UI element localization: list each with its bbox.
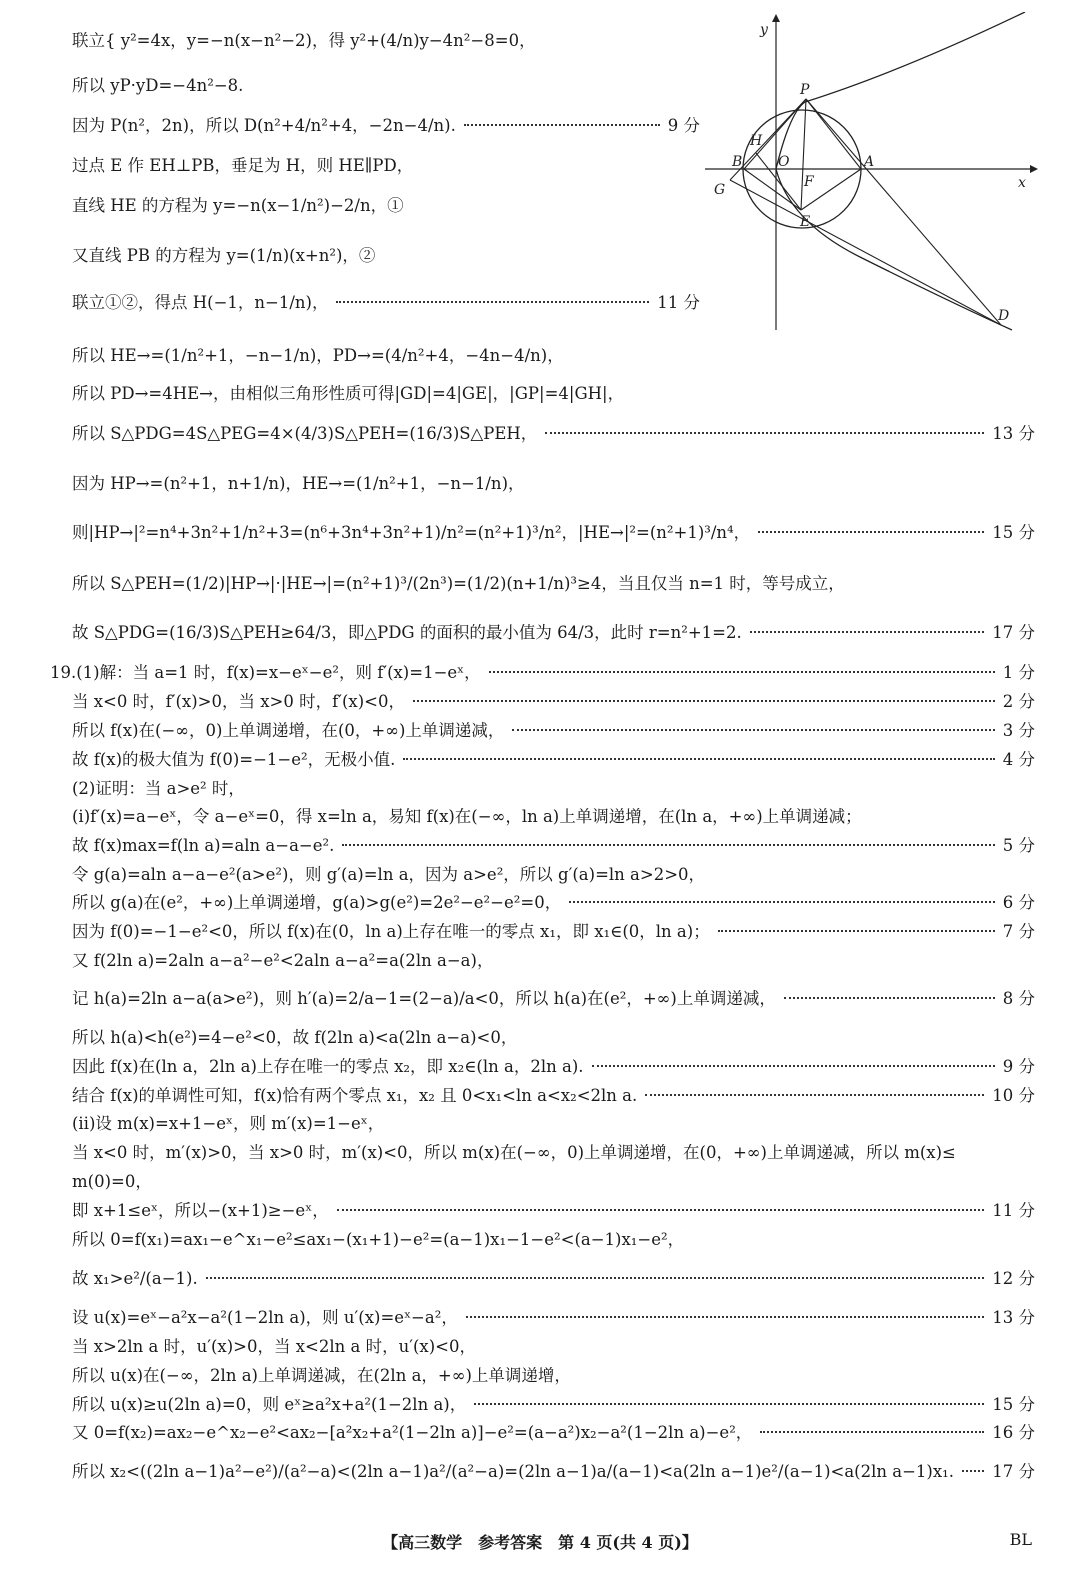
answer-text: 过点 E 作 EH⊥PB，垂足为 H，则 HE∥PD， — [72, 156, 414, 175]
score-label: 13 分 — [992, 1308, 1035, 1327]
answer-text: 又直线 PB 的方程为 y=(1/n)(x+n²)，② — [72, 246, 376, 265]
answer-line — [72, 245, 700, 267]
score-label: 9 分 — [667, 116, 700, 135]
answer-line — [72, 778, 1035, 800]
score-label: 5 分 — [1002, 836, 1035, 855]
answer-text: 当 x<0 时，m′(x)>0，当 x>0 时，m′(x)<0，所以 m(x)在(−∞，0)上单调递增，在(0，+∞)上单调递减，所以 m(x)≤ — [72, 1143, 956, 1162]
parabola — [776, 12, 1025, 330]
answer-text: 设 u(x)=eˣ−a²x−a²(1−2ln a)，则 u′(x)=eˣ−a²， — [72, 1308, 458, 1327]
leader-dots — [592, 1065, 995, 1067]
line-BE — [744, 169, 801, 210]
answer-text: 所以 0=f(x₁)=ax₁−e^x₁−e²≤ax₁−(x₁+1)−e²=(a−1)x₁−1−e²<(a−1)x₁−e²， — [72, 1230, 685, 1249]
score-label: 11 分 — [992, 1201, 1035, 1220]
leader-dots — [403, 758, 994, 760]
score-label: 15 分 — [992, 1395, 1035, 1414]
score-label: 3 分 — [1002, 721, 1035, 740]
leader-dots — [962, 1470, 984, 1472]
answer-text: (2)证明：当 a>e² 时， — [72, 779, 245, 798]
answer-text: 结合 f(x)的单调性可知，f(x)恰有两个零点 x₁，x₂ 且 0<x₁<ln a<x₂<2ln a. — [72, 1086, 638, 1105]
answer-text: 因为 P(n²，2n)，所以 D(n²+4/n²+4，−2n−4/n). — [72, 116, 456, 135]
leader-dots — [512, 729, 994, 731]
answer-line — [72, 1307, 1035, 1329]
line-PD — [806, 99, 1001, 325]
leader-dots — [489, 671, 995, 673]
leader-dots — [466, 1316, 984, 1318]
answer-line — [72, 691, 1035, 713]
leader-dots — [760, 1431, 984, 1433]
answer-line — [72, 1422, 1035, 1444]
score-label: 13 分 — [992, 424, 1035, 443]
leader-dots — [718, 930, 995, 932]
label-O: O — [778, 154, 790, 170]
answer-text: 所以 HE→=(1/n²+1，−n−1/n)，PD→=(4/n²+4，−4n−4/n)， — [72, 346, 564, 365]
answer-line — [72, 473, 1035, 495]
answer-text: 所以 PD→=4HE→，由相似三角形性质可得|GD|=4|GE|，|GP|=4|GH|， — [72, 384, 625, 403]
answer-text: 所以 S△PDG=4S△PEG=4×(4/3)S△PEH=(16/3)S△PEH， — [72, 424, 538, 443]
answer-text: 所以 g(a)在(e²，+∞)上单调递增，g(a)>g(e²)=2e²−e²−e²=0， — [72, 893, 562, 912]
answer-line — [72, 1171, 1035, 1193]
leader-dots — [336, 301, 649, 303]
answer-text: 所以 f(x)在(−∞，0)上单调递增，在(0，+∞)上单调递减， — [72, 721, 505, 740]
answer-line — [72, 749, 1035, 771]
label-P: P — [800, 82, 810, 98]
leader-dots — [464, 124, 660, 126]
leader-dots — [758, 531, 984, 533]
answer-text: 令 g(a)=aln a−a−e²(a>e²)，则 g′(a)=ln a，因为 a>e²，所以 g′(a)=ln a>2>0， — [72, 865, 706, 884]
label-D: D — [998, 308, 1010, 324]
answer-text: (ⅱ)设 m(x)=x+1−eˣ，则 m′(x)=1−eˣ， — [72, 1114, 385, 1133]
answer-text: 直线 HE 的方程为 y=−n(x−1/n²)−2/n，① — [72, 196, 404, 215]
answer-line — [72, 988, 1035, 1010]
answer-line — [72, 1336, 1035, 1358]
answer-line — [72, 1268, 1035, 1290]
answer-text: 因为 f(0)=−1−e²<0，所以 f(x)在(0，ln a)上存在唯一的零点 x₁，即 x₁∈(0，ln a)； — [72, 922, 710, 941]
score-label: 16 分 — [992, 1423, 1035, 1442]
answer-text: 所以 h(a)<h(e²)=4−e²<0，故 f(2ln a)<a(2ln a−a)<0， — [72, 1028, 518, 1047]
label-y: y — [760, 22, 768, 38]
answer-text: 因为 HP→=(n²+1，n+1/n)，HE→=(1/n²+1，−n−1/n)， — [72, 474, 525, 493]
answer-line — [72, 1142, 1035, 1164]
score-label: 6 分 — [1002, 893, 1035, 912]
answer-line — [72, 835, 1035, 857]
answer-line — [72, 806, 1035, 828]
score-label: 15 分 — [992, 523, 1035, 542]
answer-text: 因此 f(x)在(ln a，2ln a)上存在唯一的零点 x₂，即 x₂∈(ln a，2ln a). — [72, 1057, 584, 1076]
answer-line — [72, 622, 1035, 644]
score-label: 4 分 — [1002, 750, 1035, 769]
leader-dots — [342, 844, 994, 846]
answer-line — [72, 720, 1035, 742]
answer-text: 当 x>2ln a 时，u′(x)>0，当 x<2ln a 时，u′(x)<0， — [72, 1337, 476, 1356]
answer-text: 联立①②，得点 H(−1，n−1/n)， — [72, 293, 329, 312]
score-label: 2 分 — [1002, 692, 1035, 711]
line-PA — [806, 99, 861, 169]
answer-text: (ⅰ)f′(x)=a−eˣ，令 a−eˣ=0，得 x=ln a，易知 f(x)在(−∞，ln a)上单调递增，在(ln a，+∞)上单调递减； — [72, 807, 862, 826]
answer-line — [72, 1229, 1035, 1251]
leader-dots — [569, 901, 995, 903]
answer-text: 当 x<0 时，f′(x)>0，当 x>0 时，f′(x)<0， — [72, 692, 405, 711]
answer-text: 所以 u(x)在(−∞，2ln a)上单调递减，在(2ln a，+∞)上单调递增， — [72, 1366, 571, 1385]
answer-line — [72, 345, 1035, 367]
geometry-figure — [700, 12, 1040, 332]
leader-dots — [474, 1403, 984, 1405]
answer-text: 则|HP→|²=n⁴+3n²+1/n²+3=(n⁶+3n⁴+3n²+1)/n²=(n²+1)³/n²，|HE→|²=(n²+1)³/n⁴， — [72, 523, 751, 542]
leader-dots — [784, 997, 995, 999]
label-A: A — [864, 154, 875, 170]
answer-text: m(0)=0， — [72, 1172, 152, 1191]
score-label: 9 分 — [1002, 1057, 1035, 1076]
answer-line — [72, 75, 700, 97]
line-PE — [801, 99, 806, 210]
line-GD — [730, 180, 1001, 325]
answer-line — [72, 921, 1035, 943]
answer-text: 故 x₁>e²/(a−1). — [72, 1269, 198, 1288]
x-axis-arrow — [1030, 165, 1038, 173]
answer-line — [72, 1113, 1035, 1135]
answer-line — [72, 195, 700, 217]
answer-text: 所以 u(x)≥u(2ln a)=0，则 eˣ≥a²x+a²(1−2ln a)， — [72, 1395, 467, 1414]
answer-text: 故 f(x)的极大值为 f(0)=−1−e²，无极小值. — [72, 750, 396, 769]
label-x: x — [1018, 175, 1026, 191]
answer-line — [72, 1056, 1035, 1078]
answer-line — [72, 1365, 1035, 1387]
leader-dots — [645, 1094, 984, 1096]
answer-text: 所以 S△PEH=(1/2)|HP→|·|HE→|=(n²+1)³/(2n³)=(1/2)(n+1/n)³≥4，当且仅当 n=1 时，等号成立， — [72, 574, 845, 593]
label-B: B — [732, 154, 743, 170]
answer-line — [72, 155, 700, 177]
answer-text: 所以 yP·yD=−4n²−8. — [72, 76, 244, 95]
answer-line — [72, 292, 700, 314]
score-label: 1 分 — [1002, 663, 1035, 682]
leader-dots — [413, 700, 995, 702]
score-label: 10 分 — [992, 1086, 1035, 1105]
y-axis-arrow — [772, 14, 780, 22]
answer-line — [72, 383, 1035, 405]
answer-text: 记 h(a)=2ln a−a(a>e²)，则 h′(a)=2/a−1=(2−a)/a<0，所以 h(a)在(e²，+∞)上单调递减， — [72, 989, 776, 1008]
answer-line — [72, 1027, 1035, 1049]
leader-dots — [545, 432, 984, 434]
answer-text: 故 f(x)max=f(ln a)=aln a−a−e². — [72, 836, 335, 855]
label-E: E — [800, 214, 811, 230]
answer-line — [72, 864, 1035, 886]
answer-text: 19.(1)解：当 a=1 时，f(x)=x−eˣ−e²，则 f′(x)=1−eˣ， — [50, 663, 481, 682]
score-label: 17 分 — [992, 1462, 1035, 1481]
leader-dots — [750, 631, 985, 633]
answer-line — [72, 115, 700, 137]
answer-line — [72, 30, 700, 52]
answer-text: 即 x+1≤eˣ，所以−(x+1)≥−eˣ， — [72, 1201, 329, 1220]
answer-line — [72, 423, 1035, 445]
answer-line — [72, 1085, 1035, 1107]
answer-line — [72, 1461, 1035, 1483]
answer-line — [72, 573, 1035, 595]
answer-text: 联立{ y²=4x，y=−n(x−n²−2)，得 y²+(4/n)y−4n²−8=0， — [72, 31, 536, 50]
leader-dots — [337, 1209, 985, 1211]
score-label: 17 分 — [992, 623, 1035, 642]
answer-line — [50, 662, 1035, 684]
answer-line — [72, 950, 1035, 972]
answer-text: 所以 x₂<((2ln a−1)a²−e²)/(a²−a)<(2ln a−1)a²/(a²−a)=(2ln a−1)a/(a−1)<a(2ln a−1)e²/(a−1)<a(2ln a−1)x₁. — [72, 1462, 955, 1481]
leader-dots — [206, 1277, 985, 1279]
label-F: F — [804, 174, 814, 190]
corner-code: BL — [1009, 1530, 1032, 1549]
answer-text: 又 f(2ln a)=2aln a−a²−e²<2aln a−a²=a(2ln a−a)， — [72, 951, 494, 970]
score-label: 12 分 — [992, 1269, 1035, 1288]
answer-text: 又 0=f(x₂)=ax₂−e^x₂−e²<ax₂−[a²x₂+a²(1−2ln a)]−e²=(a−a²)x₂−a²(1−2ln a)−e²， — [72, 1423, 753, 1442]
answer-text: 故 S△PDG=(16/3)S△PEH≥64/3，即△PDG 的面积的最小值为 64/3，此时 r=n²+1=2. — [72, 623, 742, 642]
score-label: 11 分 — [657, 293, 700, 312]
score-label: 7 分 — [1002, 922, 1035, 941]
answer-line — [72, 892, 1035, 914]
answer-line — [72, 1200, 1035, 1222]
answer-line — [72, 1394, 1035, 1416]
score-label: 8 分 — [1002, 989, 1035, 1008]
label-G: G — [714, 182, 726, 198]
answer-line — [72, 522, 1035, 544]
label-H: H — [750, 133, 763, 149]
page-footer: 【高三数学 参考答案 第 4 页(共 4 页)】 — [382, 1533, 698, 1552]
